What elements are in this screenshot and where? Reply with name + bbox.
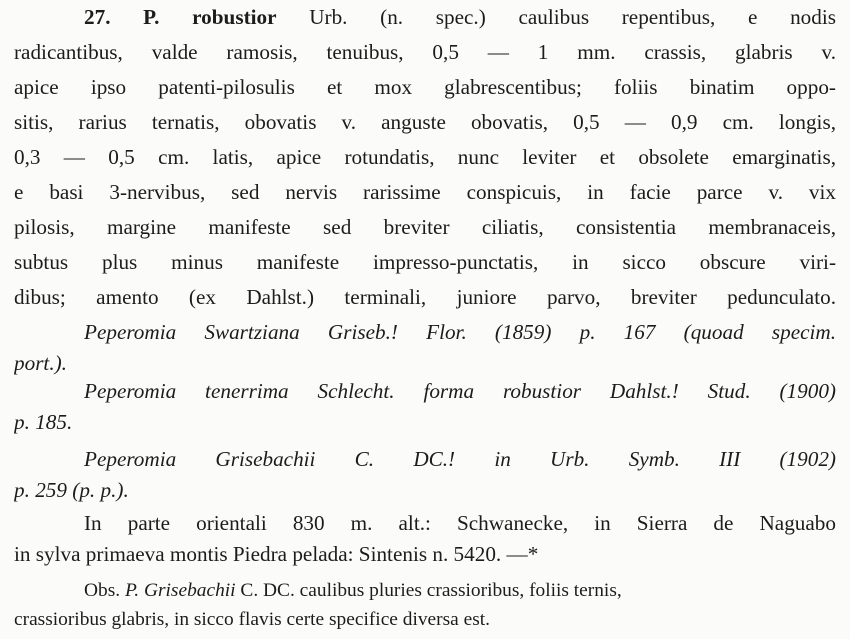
entry-line: apice ipso patenti-pilosulis et mox glabrescentibus; foliis binatim oppo- xyxy=(14,75,836,99)
synonym-line: Peperomia Grisebachii C. DC.! in Urb. Symb. III (1902) xyxy=(84,447,836,471)
locality-line: in sylva primaeva montis Piedra pelada: Sintenis n. 5420. —* xyxy=(14,542,539,566)
obs-species-name: P. Grisebachii xyxy=(124,580,236,601)
synonym-line: p. 185. xyxy=(14,410,73,434)
entry-line: e basi 3-nervibus, sed nervis rarissime conspicuis, in facie parce v. vix xyxy=(14,180,836,204)
entry-number: 27. xyxy=(84,5,111,29)
synonym-line: Peperomia tenerrima Schlecht. forma robustior Dahlst.! Stud. (1900) xyxy=(84,379,836,403)
entry-line: 0,3 — 0,5 cm. latis, apice rotundatis, nunc leviter et obsolete emarginatis, xyxy=(14,145,836,169)
obs-line: crassioribus glabris, in sicco flavis certe specifice diversa est. xyxy=(14,609,490,630)
entry-line: radicantibus, valde ramosis, tenuibus, 0,5 — 1 mm. crassis, glabris v. xyxy=(14,40,836,64)
obs-text: C. DC. caulibus pluries crassioribus, foliis ternis, xyxy=(235,580,622,601)
synonym-line: port.). xyxy=(14,351,67,375)
species-name: P. robustior xyxy=(143,5,277,29)
entry-line: sitis, rarius ternatis, obovatis v. anguste obovatis, 0,5 — 0,9 cm. longis, xyxy=(14,110,836,134)
synonym-line: Peperomia Swartziana Griseb.! Flor. (1859) p. 167 (quoad specim. xyxy=(84,320,836,344)
entry-line: subtus plus minus manifeste impresso-punctatis, in sicco obscure viri- xyxy=(14,250,836,274)
entry-line: dibus; amento (ex Dahlst.) terminali, juniore parvo, breviter pedunculato. xyxy=(14,285,836,309)
obs-label: Obs. xyxy=(84,580,125,601)
obs-line xyxy=(84,576,836,606)
entry-line-0: Urb. (n. spec.) caulibus repentibus, e nodis xyxy=(276,5,836,29)
entry-first-line xyxy=(84,2,836,32)
locality-line: In parte orientali 830 m. alt.: Schwanecke, in Sierra de Naguabo xyxy=(84,511,836,535)
synonym-line: p. 259 (p. p.). xyxy=(14,478,129,502)
entry-line: pilosis, margine manifeste sed breviter ciliatis, consistentia membranaceis, xyxy=(14,215,836,239)
